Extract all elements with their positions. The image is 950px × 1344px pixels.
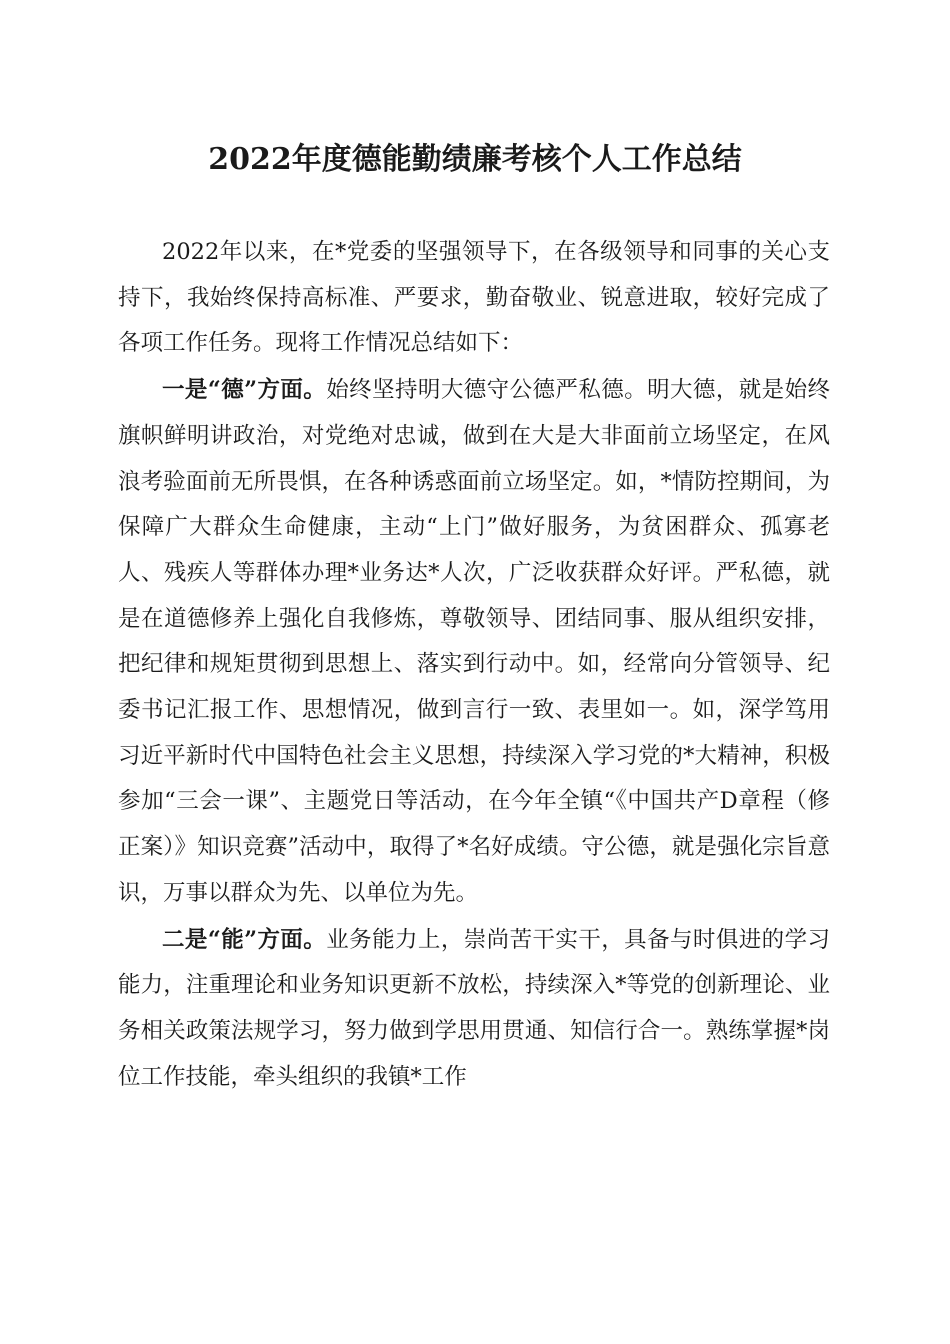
document-title: 2022年度德能勤绩廉考核个人工作总结: [208, 142, 742, 177]
paragraph-text: 始终坚持明大德守公德严私德。明大德，就是始终旗帜鲜明讲政治，对党绝对忠诚，做到在大是大非面前立场坚定，在风浪考验面前无所畏惧，在各种诱惑面前立场坚定。如，*情防控期间，为保障广大群众生命健康，主动“上门”做好服务，为贫困群众、孤寡老人、残疾人等群体办理*业务达*人次，广泛收获群众好评。严私德，就是在道德修养上强化自我修炼，尊敬领导、团结同事、服从组织安排，把纪律和规矩贯彻到思想上、落实到行动中。如，经常向分管领导、纪委书记汇报工作、思想情况，做到言行一致、表里如一。如，深学笃用习近平新时代中国特色社会主义思想，持续深入学习党的*大精神，积极参加“三会一课”、主题党日等活动，在今年全镇“《中国共产D章程（修正案）》知识竞赛”活动中，取得了*名好成绩。守公德，就是强化宗旨意识，万事以群众为先、以单位为先。: [118, 377, 830, 906]
paragraph-lead-heading: 二是“能”方面。: [162, 926, 327, 953]
paragraph-text: 业务能力上，崇尚苦干实干，具备与时俱进的学习能力，注重理论和业务知识更新不放松，持续深入*等党的创新理论、业务相关政策法规学习，努力做到学思用贯通、知信行合一。熟练掌握*岗位工作技能，牵头组织的我镇*工作: [118, 926, 830, 1090]
paragraph-neng: [118, 918, 830, 1101]
paragraph-intro: [118, 230, 830, 367]
paragraph-lead-heading: 一是“德”方面。: [162, 377, 327, 404]
paragraph-text: 2022年以来，在*党委的坚强领导下，在各级领导和同事的关心支持下，我始终保持高标准、严要求，勤奋敬业、锐意进取，较好完成了各项工作任务。现将工作情况总结如下：: [118, 239, 830, 357]
document-body: [118, 230, 830, 1101]
paragraph-de: [118, 368, 830, 916]
